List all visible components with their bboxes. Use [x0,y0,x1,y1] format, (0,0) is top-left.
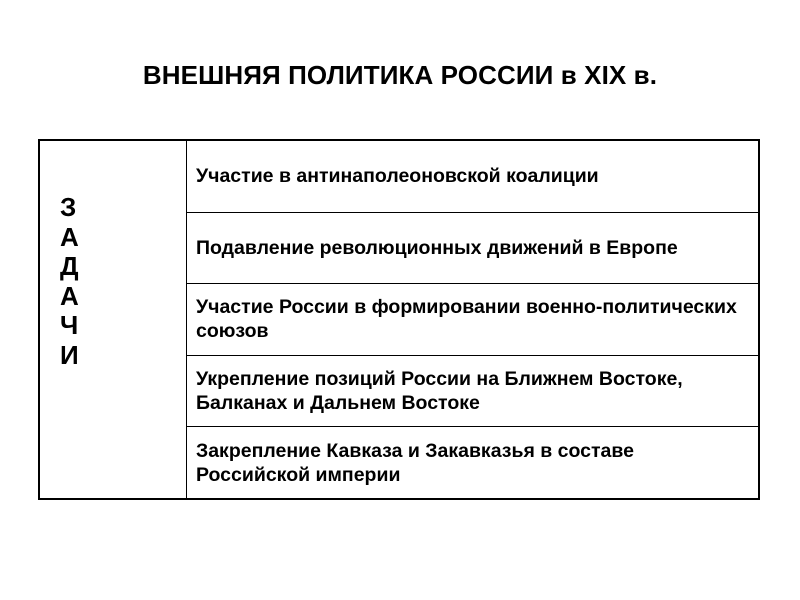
task-text: Укрепление позиций России на Ближнем Востоке, Балканах и Дальнем Востоке [196,368,683,415]
task-row [187,427,758,498]
vertical-label-letter: А [60,280,79,311]
tasks-table [38,139,760,500]
vertical-label [60,193,79,370]
task-text: Участие России в формировании военно-политических союзов [196,296,737,343]
task-row [187,141,758,213]
vertical-label-letter: А [60,221,79,252]
vertical-label-cell [40,141,187,498]
task-row [187,356,758,428]
vertical-label-letter: Ч [60,310,79,340]
task-row [187,284,758,356]
task-text: Подавление революционных движений в Европе [196,236,678,259]
task-text: Закрепление Кавказа и Закавказья в составе Российской империи [196,439,634,486]
vertical-label-letter: З [60,192,77,222]
page-title: ВНЕШНЯЯ ПОЛИТИКА РОССИИ в XIX в. [142,60,658,90]
tasks-list [187,141,758,498]
task-row [187,213,758,285]
task-text: Участие в антинаполеоновской коалиции [196,165,599,188]
vertical-label-letter: И [60,339,79,370]
vertical-label-letter: Д [60,251,79,281]
